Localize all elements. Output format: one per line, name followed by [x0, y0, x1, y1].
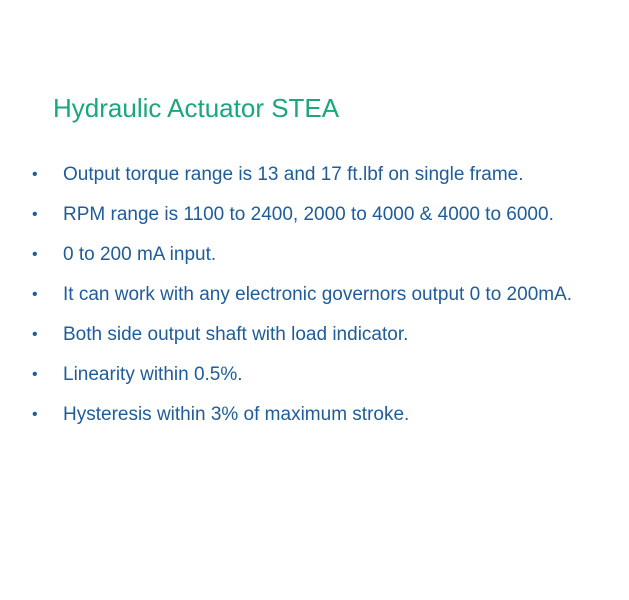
feature-text: It can work with any electronic governors output 0 to 200mA. — [63, 284, 573, 305]
list-item — [0, 398, 629, 438]
bullet-icon: • — [32, 406, 38, 423]
feature-text: Hysteresis within 3% of maximum stroke. — [63, 404, 410, 425]
list-item — [0, 318, 629, 358]
list-item — [0, 278, 629, 318]
feature-text: Both side output shaft with load indicator. — [63, 324, 409, 345]
bullet-icon: • — [32, 206, 38, 223]
list-item — [0, 198, 629, 238]
list-item — [0, 358, 629, 398]
list-item — [0, 238, 629, 278]
feature-text: Linearity within 0.5%. — [63, 364, 243, 385]
feature-text: RPM range is 1100 to 2400, 2000 to 4000 & 4000 to 6000. — [63, 204, 554, 225]
bullet-icon: • — [32, 246, 38, 263]
page-title: Hydraulic Actuator STEA — [53, 93, 340, 123]
bullet-icon: • — [32, 326, 38, 343]
bullet-icon: • — [32, 286, 38, 303]
feature-list — [0, 158, 629, 438]
list-item — [0, 158, 629, 198]
feature-text: Output torque range is 13 and 17 ft.lbf on single frame. — [63, 164, 524, 185]
bullet-icon: • — [32, 166, 38, 183]
feature-text: 0 to 200 mA input. — [63, 244, 217, 265]
bullet-icon: • — [32, 366, 38, 383]
